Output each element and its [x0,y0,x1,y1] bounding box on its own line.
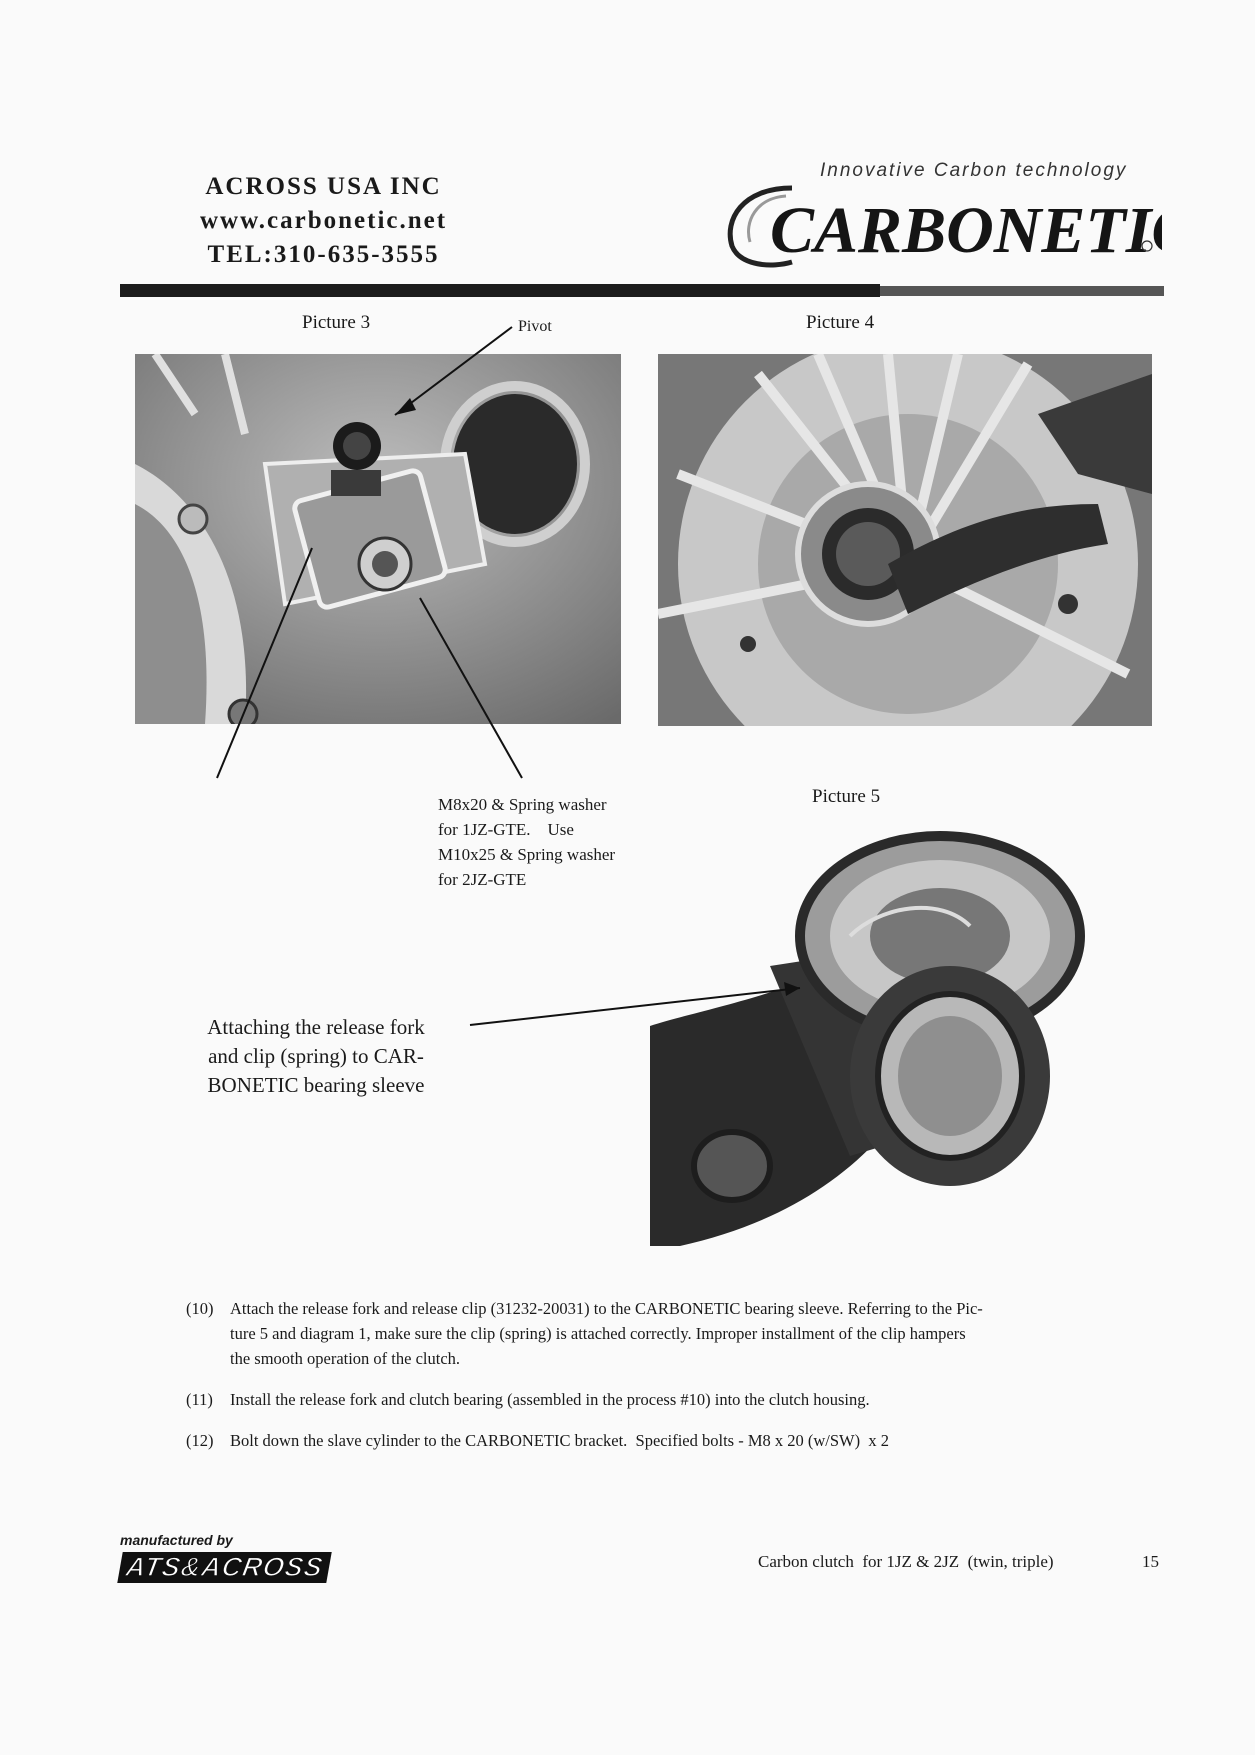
company-website: www.carbonetic.net [200,207,448,234]
company-phone: TEL:310-635-3555 [207,241,440,268]
pivot-pointer [395,327,512,415]
attach-note-line3: BONETIC bearing sleeve [207,1073,425,1097]
attach-note-line1: Attaching the release fork [207,1015,425,1039]
logo-tagline: Innovative Carbon technology [820,160,1128,181]
step-text: Install the release fork and clutch bearing (assembled in the process #10) into the clutch housing. [230,1390,870,1409]
step-text: ture 5 and diagram 1, make sure the clip (spring) is attached correctly. Improper installment of the clip hampers [230,1324,966,1343]
ats-across-logo: ATS&ACROSS [117,1552,331,1583]
manufactured-by-label: manufactured by [120,1532,233,1548]
pointer-left-bolt [217,548,312,778]
step-text: Bolt down the slave cylinder to the CARBONETIC bracket. Specified bolts - M8 x 20 (w/SW) x 2 [230,1431,889,1450]
step-12 [186,1428,1136,1453]
pointer-right-bolt [420,598,522,778]
step-10 [186,1296,1136,1371]
pivot-label: Pivot [518,318,552,335]
bolt-note-line3: M10x25 & Spring washer [438,845,616,864]
picture5-caption: Picture 5 [812,786,881,807]
document-title: Carbon clutch for 1JZ & 2JZ (twin, triple) [758,1552,1054,1571]
step-11 [186,1387,1136,1412]
step-number: (10) [186,1299,214,1318]
logo-wordmark: CARBONETIC [770,194,1162,267]
attach-pointer [470,988,800,1025]
bolt-note-line2: for 1JZ-GTE. Use [438,820,574,839]
bolt-note-line4: for 2JZ-GTE [438,870,527,889]
picture3-caption: Picture 3 [302,312,371,333]
company-name: ACROSS USA INC [205,173,442,200]
attach-note-line2: and clip (spring) to CAR- [208,1044,424,1068]
step-number: (12) [186,1431,214,1450]
page-number: 15 [1142,1552,1159,1571]
step-number: (11) [186,1390,213,1409]
attach-arrowhead [784,982,800,996]
step-text: Attach the release fork and release clip (31232-20031) to the CARBONETIC bearing sleeve. Referring to the Pic- [230,1299,983,1318]
picture4-caption: Picture 4 [806,312,875,333]
step-text: the smooth operation of the clutch. [230,1349,461,1368]
instruction-steps [186,1296,1136,1469]
bolt-note-line1: M8x20 & Spring washer [438,795,607,814]
